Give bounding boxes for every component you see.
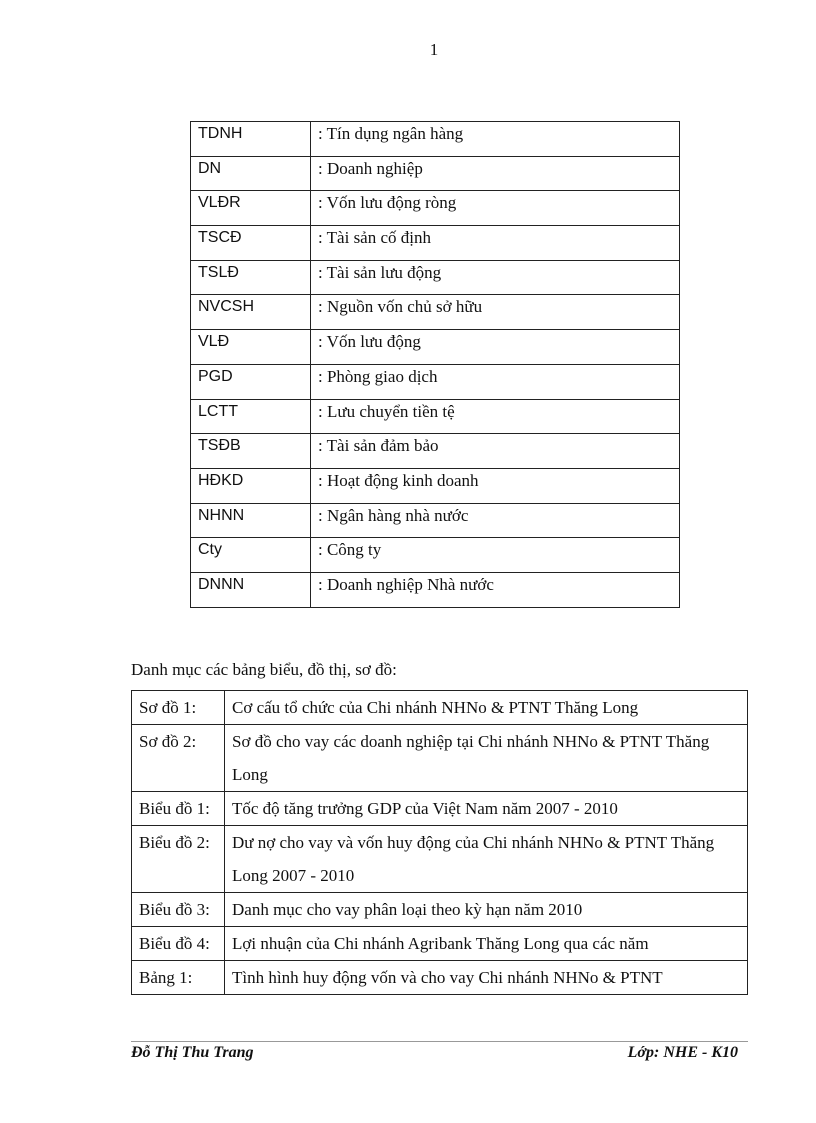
- page-number: 1: [429, 40, 439, 59]
- abbreviation-meaning: : Nguồn vốn chủ sở hữu: [311, 295, 680, 330]
- abbreviation-code: DNNN: [191, 572, 311, 607]
- abbreviation-row: [191, 399, 680, 434]
- figure-title: Tốc độ tăng trưởng GDP của Việt Nam năm 2007 - 2010: [225, 792, 748, 826]
- abbreviation-row: [191, 191, 680, 226]
- abbreviation-row: [191, 364, 680, 399]
- abbreviation-meaning: : Tài sản lưu động: [311, 260, 680, 295]
- figure-list-row: [132, 691, 748, 725]
- abbreviation-row: [191, 260, 680, 295]
- figures-list-table: [131, 690, 748, 995]
- abbreviation-meaning: : Ngân hàng nhà nước: [311, 503, 680, 538]
- figure-list-row: [132, 725, 748, 792]
- figure-list-row: [132, 893, 748, 927]
- abbreviation-meaning: : Tài sản đảm bảo: [311, 434, 680, 469]
- abbreviation-meaning: : Vốn lưu động ròng: [311, 191, 680, 226]
- abbreviation-code: HĐKD: [191, 468, 311, 503]
- footer-author: Đỗ Thị Thu Trang: [131, 1044, 254, 1061]
- figure-label: Sơ đồ 1:: [132, 691, 225, 725]
- figure-label: Biểu đồ 4:: [132, 927, 225, 961]
- figure-list-row: [132, 792, 748, 826]
- figure-label: Bảng 1:: [132, 961, 225, 995]
- abbreviation-row: [191, 295, 680, 330]
- abbreviation-meaning: : Vốn lưu động: [311, 330, 680, 365]
- abbreviation-meaning: : Doanh nghiệp Nhà nước: [311, 572, 680, 607]
- footer-divider: [131, 1041, 748, 1042]
- abbreviation-code: NVCSH: [191, 295, 311, 330]
- abbreviation-row: [191, 468, 680, 503]
- abbreviation-meaning: : Lưu chuyển tiền tệ: [311, 399, 680, 434]
- figure-list-row: [132, 826, 748, 893]
- abbreviation-code: TDNH: [191, 122, 311, 157]
- abbreviation-meaning: : Phòng giao dịch: [311, 364, 680, 399]
- abbreviation-code: NHNN: [191, 503, 311, 538]
- figure-title: Tình hình huy động vốn và cho vay Chi nhánh NHNo & PTNT: [225, 961, 748, 995]
- abbreviation-row: [191, 503, 680, 538]
- abbreviation-code: VLĐR: [191, 191, 311, 226]
- figure-title: Cơ cấu tổ chức của Chi nhánh NHNo & PTNT Thăng Long: [225, 691, 748, 725]
- figure-title: Sơ đồ cho vay các doanh nghiệp tại Chi nhánh NHNo & PTNT Thăng Long: [225, 725, 748, 792]
- figure-title: Lợi nhuận của Chi nhánh Agribank Thăng Long qua các năm: [225, 927, 748, 961]
- abbreviations-table: [190, 121, 680, 608]
- figure-label: Biểu đồ 2:: [132, 826, 225, 893]
- figure-list-row: [132, 961, 748, 995]
- figures-list-heading: Danh mục các bảng biểu, đồ thị, sơ đồ:: [131, 660, 397, 679]
- abbreviation-code: VLĐ: [191, 330, 311, 365]
- figure-label: Biểu đồ 1:: [132, 792, 225, 826]
- figure-title: Dư nợ cho vay và vốn huy động của Chi nhánh NHNo & PTNT Thăng Long 2007 - 2010: [225, 826, 748, 893]
- abbreviation-code: Cty: [191, 538, 311, 573]
- abbreviation-row: [191, 226, 680, 261]
- abbreviation-row: [191, 330, 680, 365]
- abbreviation-code: PGD: [191, 364, 311, 399]
- figure-list-row: [132, 927, 748, 961]
- abbreviation-code: DN: [191, 156, 311, 191]
- abbreviation-row: [191, 122, 680, 157]
- abbreviation-code: LCTT: [191, 399, 311, 434]
- footer-class: Lớp: NHE - K10: [627, 1044, 738, 1061]
- abbreviation-code: TSCĐ: [191, 226, 311, 261]
- abbreviation-meaning: : Tài sản cố định: [311, 226, 680, 261]
- abbreviation-meaning: : Công ty: [311, 538, 680, 573]
- abbreviation-code: TSĐB: [191, 434, 311, 469]
- abbreviation-meaning: : Hoạt động kinh doanh: [311, 468, 680, 503]
- abbreviation-meaning: : Tín dụng ngân hàng: [311, 122, 680, 157]
- abbreviation-row: [191, 156, 680, 191]
- figure-label: Biểu đồ 3:: [132, 893, 225, 927]
- abbreviation-meaning: : Doanh nghiệp: [311, 156, 680, 191]
- abbreviation-row: [191, 572, 680, 607]
- abbreviation-code: TSLĐ: [191, 260, 311, 295]
- abbreviation-row: [191, 434, 680, 469]
- abbreviation-row: [191, 538, 680, 573]
- figure-label: Sơ đồ 2:: [132, 725, 225, 792]
- figure-title: Danh mục cho vay phân loại theo kỳ hạn năm 2010: [225, 893, 748, 927]
